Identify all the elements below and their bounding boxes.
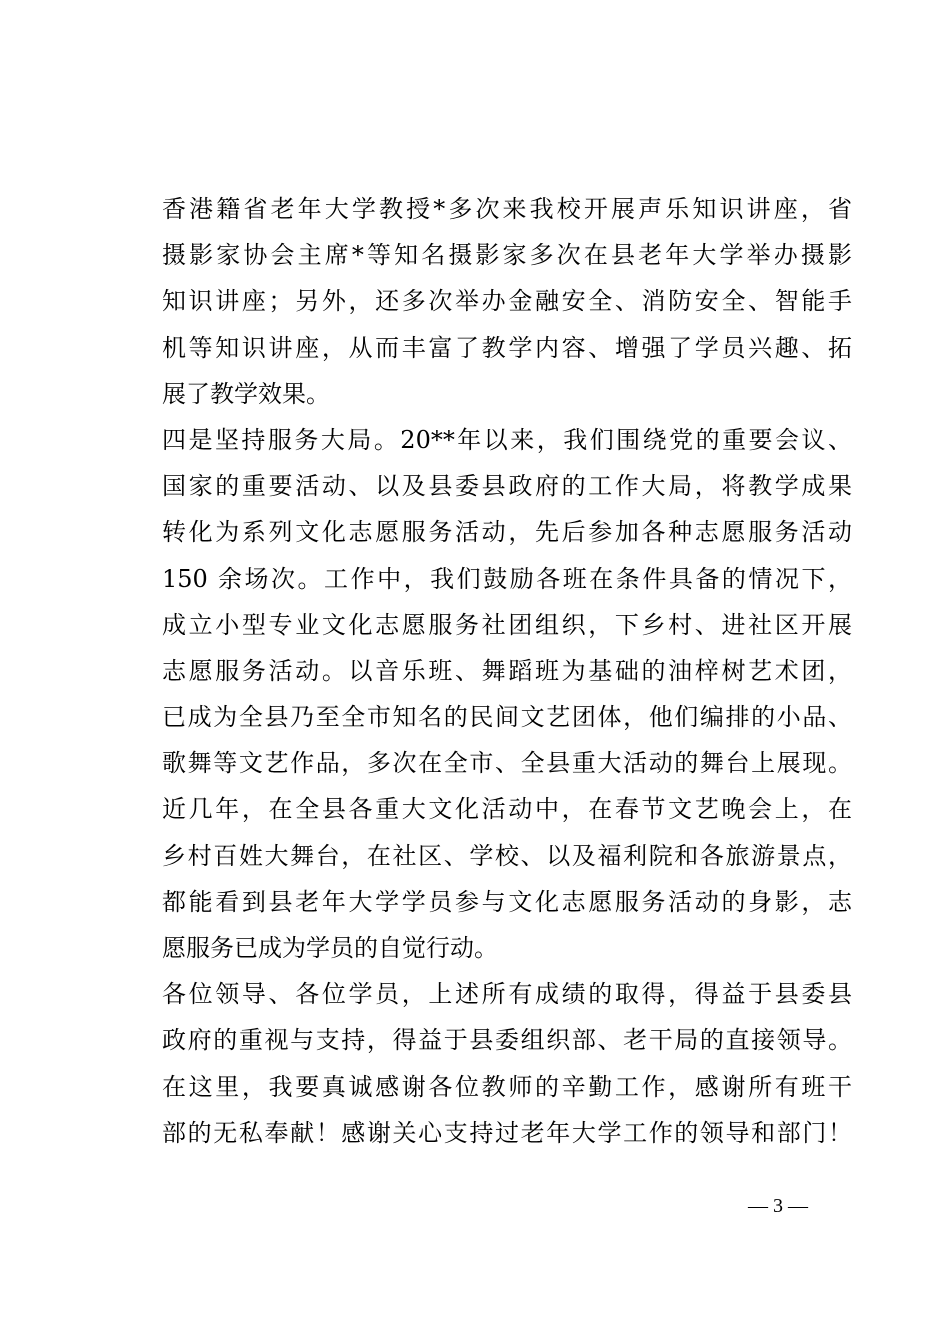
text-line: 摄影家协会主席*等知名摄影家多次在县老年大学举办摄影 [162, 241, 852, 270]
text-line: 在这里，我要真诚感谢各位教师的辛勤工作，感谢所有班干 [162, 1072, 852, 1101]
text-line: 机等知识讲座，从而丰富了教学内容、增强了学员兴趣、拓 [162, 333, 852, 362]
text-line: 知识讲座；另外，还多次举办金融安全、消防安全、智能手 [162, 287, 852, 316]
text-line: 四是坚持服务大局。20**年以来，我们围绕党的重要会议、 [162, 425, 852, 454]
text-line: 政府的重视与支持，得益于县委组织部、老干局的直接领导。 [162, 1026, 852, 1055]
text-line: 各位领导、各位学员，上述所有成绩的取得，得益于县委县 [162, 980, 852, 1009]
text-line: 都能看到县老年大学学员参与文化志愿服务活动的身影，志 [162, 887, 852, 916]
text-line: 香港籍省老年大学教授*多次来我校开展声乐知识讲座，省 [162, 195, 852, 223]
text-line: 近几年，在全县各重大文化活动中，在春节文艺晚会上，在 [162, 795, 852, 824]
text-line: 国家的重要活动、以及县委县政府的工作大局，将教学成果 [162, 472, 852, 501]
page-number: — 3 — [748, 1195, 808, 1217]
text-line: 愿服务已成为学员的自觉行动。 [162, 934, 498, 962]
text-line: 乡村百姓大舞台，在社区、学校、以及福利院和各旅游景点， [162, 841, 852, 870]
text-line: 成立小型专业文化志愿服务社团组织，下乡村、进社区开展 [162, 610, 852, 639]
text-line: 志愿服务活动。以音乐班、舞蹈班为基础的油梓树艺术团， [162, 656, 852, 685]
text-line: 已成为全县乃至全市知名的民间文艺团体，他们编排的小品、 [162, 703, 852, 732]
text-line: 歌舞等文艺作品，多次在全市、全县重大活动的舞台上展现。 [162, 749, 852, 778]
text-line: 150 余场次。工作中，我们鼓励各班在条件具备的情况下， [162, 564, 852, 593]
body-text [162, 186, 852, 1156]
text-line: 部的无私奉献！感谢关心支持过老年大学工作的领导和部门！ [162, 1118, 852, 1147]
text-line: 展了教学效果。 [162, 379, 330, 408]
text-line: 转化为系列文化志愿服务活动，先后参加各种志愿服务活动 [162, 518, 852, 547]
